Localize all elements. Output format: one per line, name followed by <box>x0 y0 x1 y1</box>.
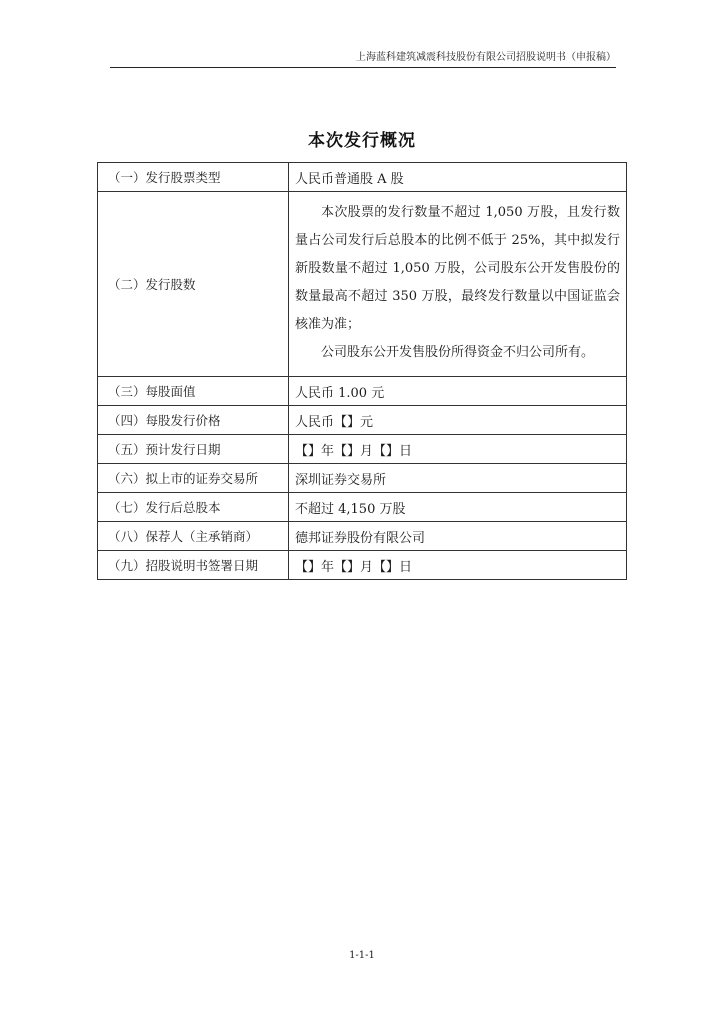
table-row-issue-date <box>98 435 627 464</box>
share-count-paragraph: 本次股票的发行数量不超过 1,050 万股，且发行数量占公司发行后总股本的比例不低于 25%，其中拟发行新股数量不超过 1,050 万股，公司股东公开发售股份的数量最高不超过 350 万股，最终发行数量以中国证监会核准为准； <box>295 205 620 332</box>
row-label: （四）每股发行价格 <box>98 406 289 435</box>
row-label: （七）发行后总股本 <box>98 493 289 522</box>
row-label: （八）保荐人（主承销商） <box>98 522 289 551</box>
offering-summary-table <box>97 162 627 580</box>
table-row-stock-type <box>98 163 627 192</box>
page-number: 1-1-1 <box>349 950 375 961</box>
table-row-par-value <box>98 377 627 406</box>
row-value: 深圳证券交易所 <box>289 464 627 493</box>
table-row-exchange <box>98 464 627 493</box>
row-value <box>289 192 627 377</box>
table-row-issue-price <box>98 406 627 435</box>
table-row-sponsor <box>98 522 627 551</box>
row-label: （一）发行股票类型 <box>98 163 289 192</box>
row-value: 人民币普通股 A 股 <box>289 163 627 192</box>
row-value: 【】年【】月【】日 <box>289 435 627 464</box>
proceeds-note-paragraph: 公司股东公开发售股份所得资金不归公司所有。 <box>321 345 595 360</box>
row-value: 人民币【】元 <box>289 406 627 435</box>
row-value: 【】年【】月【】日 <box>289 551 627 580</box>
running-header: 上海蓝科建筑减震科技股份有限公司招股说明书（申报稿） <box>110 48 616 68</box>
table-row-total-shares <box>98 493 627 522</box>
row-label: （二）发行股数 <box>98 192 289 377</box>
row-label: （五）预计发行日期 <box>98 435 289 464</box>
table-row-signing-date <box>98 551 627 580</box>
row-label: （三）每股面值 <box>98 377 289 406</box>
row-value: 不超过 4,150 万股 <box>289 493 627 522</box>
row-label: （九）招股说明书签署日期 <box>98 551 289 580</box>
row-value: 人民币 1.00 元 <box>289 377 627 406</box>
page-title: 本次发行概况 <box>308 131 416 151</box>
table-row-share-count <box>98 192 627 377</box>
row-label: （六）拟上市的证券交易所 <box>98 464 289 493</box>
row-value: 德邦证券股份有限公司 <box>289 522 627 551</box>
